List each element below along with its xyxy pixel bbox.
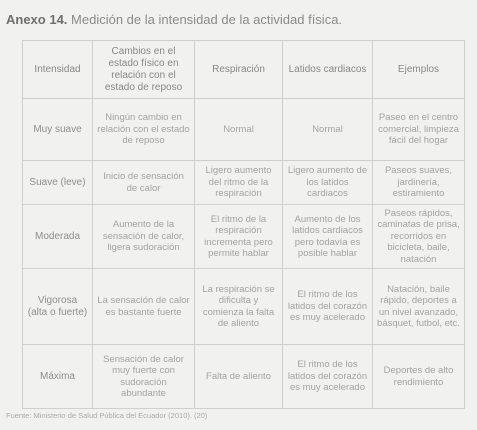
source-note: Fuente: Ministerio de Salud Pública del Ecuador (2010). (20)	[6, 411, 208, 420]
table-row	[23, 269, 465, 345]
table-caption	[6, 12, 342, 27]
table-cell: La sensación de calor es bastante fuerte	[93, 269, 195, 345]
table-cell: Paseos rápidos, caminatas de prisa, recorridos en bicicleta, baile, natación	[373, 205, 465, 269]
activity-intensity-table	[22, 40, 465, 409]
table-cell: Ningún cambio en relación con el estado de reposo	[93, 99, 195, 161]
table-cell: Normal	[283, 99, 373, 161]
intensity-cell: Suave (leve)	[23, 161, 93, 205]
table-cell: Inicio de sensación de calor	[93, 161, 195, 205]
column-header: Latidos cardiacos	[283, 41, 373, 99]
table-cell: Aumento de la sensación de calor, ligera sudoración	[93, 205, 195, 269]
table-cell: Natación, baile rápido, deportes a un nivel avanzado, básquet, futbol, etc.	[373, 269, 465, 345]
column-header: Ejemplos	[373, 41, 465, 99]
table-row	[23, 99, 465, 161]
table-cell: Sensación de calor muy fuerte con sudoración abundante	[93, 345, 195, 409]
table-cell: Normal	[195, 99, 283, 161]
table-cell: Ligero aumento del ritmo de la respiración	[195, 161, 283, 205]
table-cell: Paseos suaves, jardinería, estiramiento	[373, 161, 465, 205]
table-row	[23, 345, 465, 409]
caption-text: Medición de la intensidad de la actividad física.	[71, 12, 343, 27]
table-cell: Ligero aumento de los latidos cardiacos	[283, 161, 373, 205]
intensity-cell: Muy suave	[23, 99, 93, 161]
table-cell: La respiración se dificulta y comienza la falta de aliento	[195, 269, 283, 345]
intensity-cell: Máxima	[23, 345, 93, 409]
column-header: Respiración	[195, 41, 283, 99]
header-row	[23, 41, 465, 99]
intensity-cell: Moderada	[23, 205, 93, 269]
table-row	[23, 205, 465, 269]
table-cell: El ritmo de los latidos del corazón es muy acelerado	[283, 345, 373, 409]
table-cell: El ritmo de la respiración incrementa pero permite hablar	[195, 205, 283, 269]
column-header: Intensidad	[23, 41, 93, 99]
column-header: Cambios en el estado físico en relación con el estado de reposo	[93, 41, 195, 99]
table-cell: Deportes de alto rendimiento	[373, 345, 465, 409]
table-row	[23, 161, 465, 205]
table-cell: Falta de aliento	[195, 345, 283, 409]
caption-label: Anexo 14.	[6, 12, 68, 27]
table-cell: Aumento de los latidos cardiacos pero todavía es posible hablar	[283, 205, 373, 269]
table-cell: El ritmo de los latidos del corazón es muy acelerado	[283, 269, 373, 345]
intensity-cell: Vigorosa (alta o fuerte)	[23, 269, 93, 345]
table-cell: Paseo en el centro comercial, limpieza fácil del hogar	[373, 99, 465, 161]
